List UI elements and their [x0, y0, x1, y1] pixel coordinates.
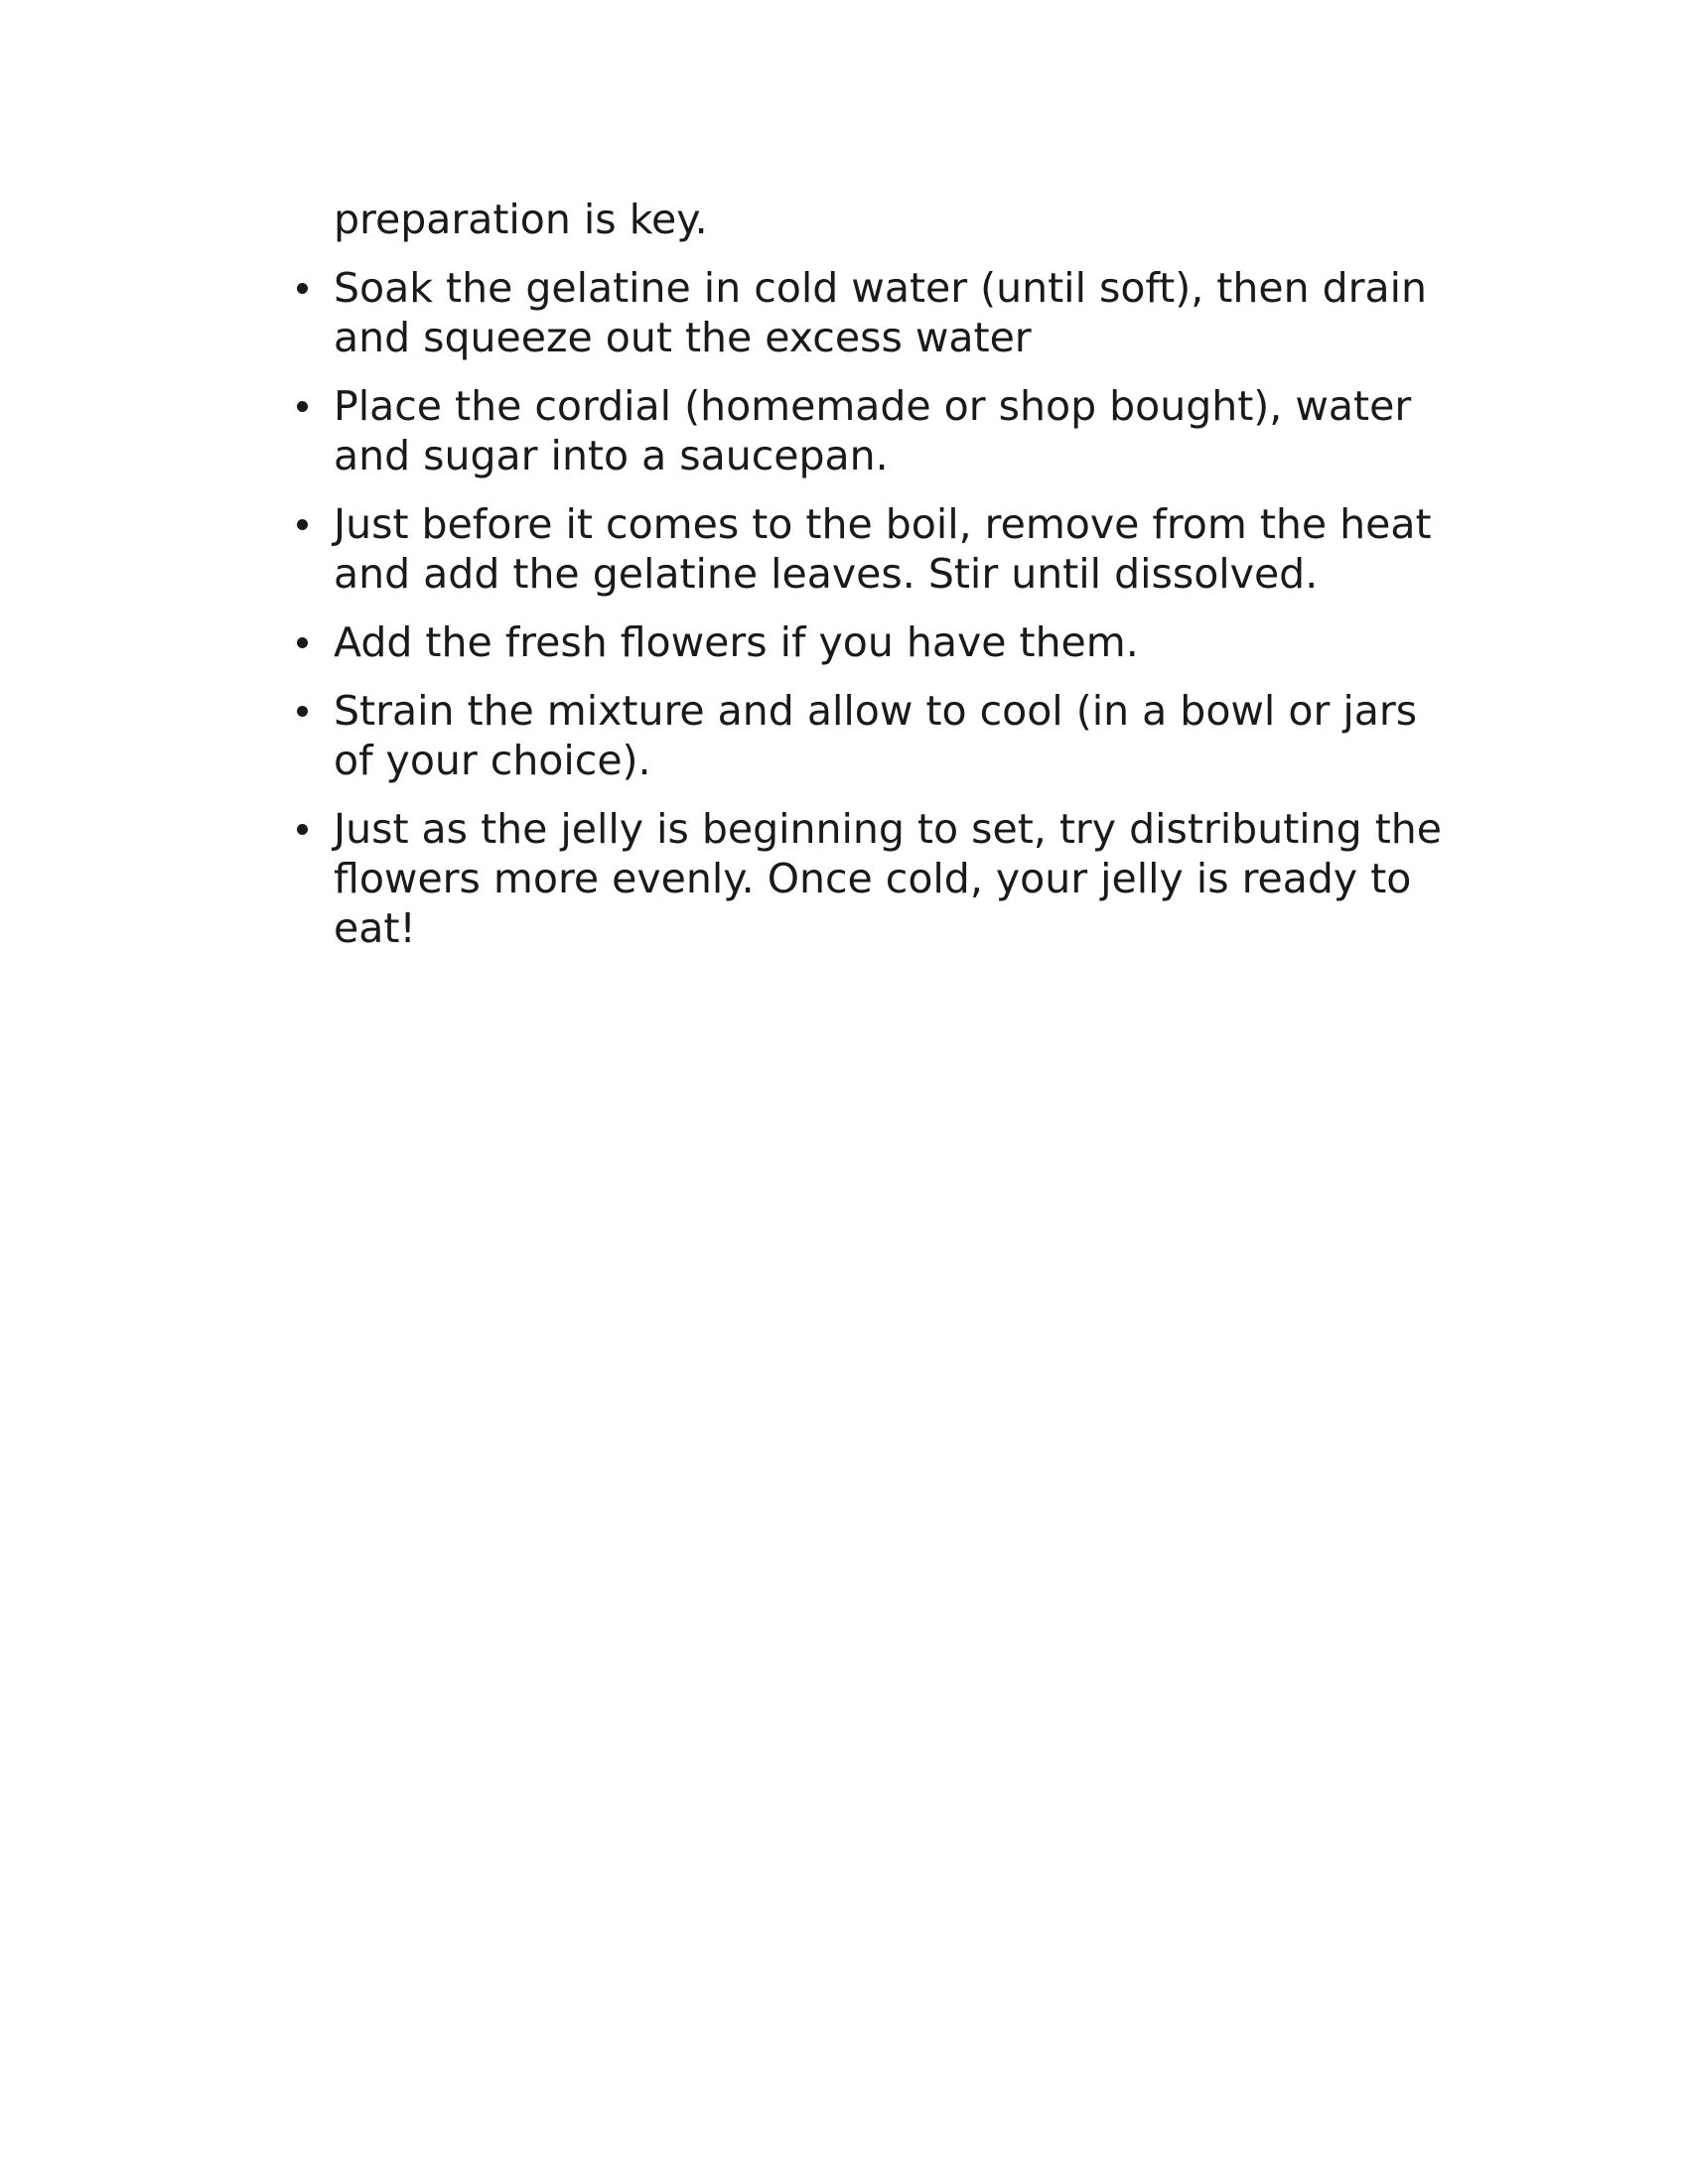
- step-text: Just before it comes to the boil, remove from the heat and add the gelatine leaves. Stir until dissolved.: [334, 500, 1432, 598]
- list-item: [334, 804, 1456, 953]
- continuation-text: preparation is key.: [334, 196, 708, 243]
- list-item: [334, 381, 1456, 480]
- step-text: Just as the jelly is beginning to set, try distributing the flowers more evenly. Once cold, your jelly is ready to eat!: [334, 805, 1442, 952]
- bullet-icon: [297, 401, 308, 412]
- list-item: [334, 499, 1456, 599]
- list-item: [334, 617, 1456, 667]
- bullet-icon: [297, 824, 308, 835]
- bullet-icon: [297, 519, 308, 530]
- bullet-icon: [297, 283, 308, 294]
- step-text: Soak the gelatine in cold water (until soft), then drain and squeeze out the excess water: [334, 264, 1427, 361]
- method-steps-list: [334, 263, 1456, 953]
- recipe-method: [334, 195, 1456, 972]
- list-item: [334, 686, 1456, 785]
- step-text: Add the fresh flowers if you have them.: [334, 618, 1139, 666]
- step-text: Place the cordial (homemade or shop bought), water and sugar into a saucepan.: [334, 382, 1412, 479]
- bullet-icon: [297, 637, 308, 648]
- step-text: Strain the mixture and allow to cool (in a bowl or jars of your choice).: [334, 687, 1418, 784]
- bullet-icon: [297, 706, 308, 717]
- list-item: [334, 263, 1456, 362]
